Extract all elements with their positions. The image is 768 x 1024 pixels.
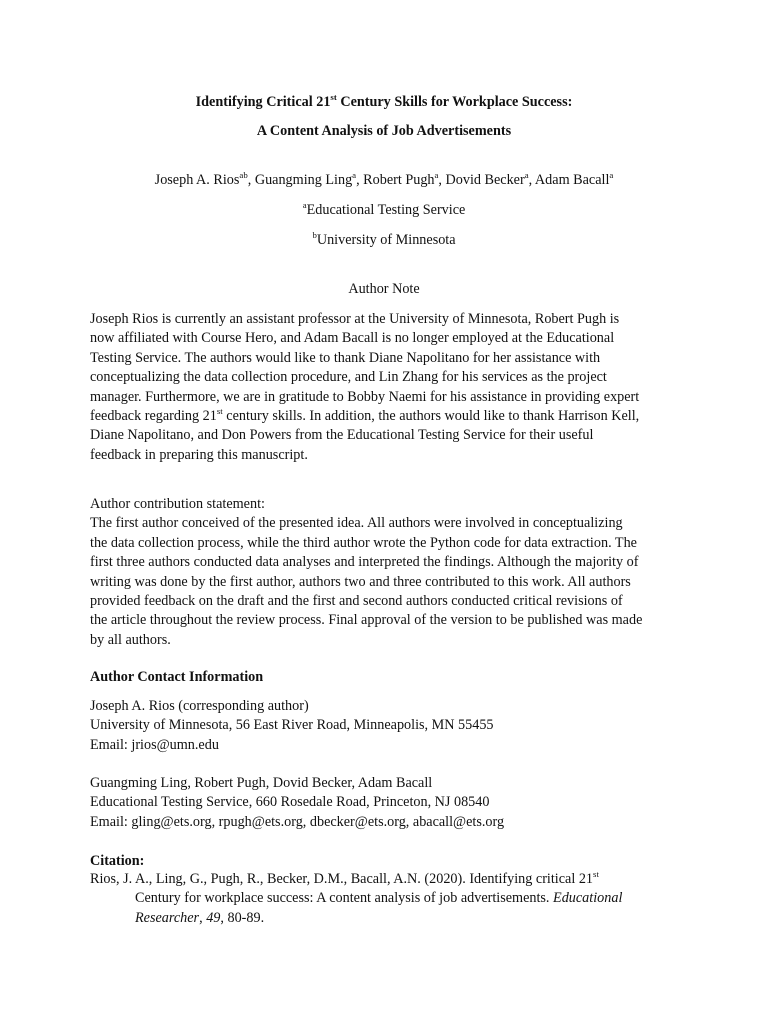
citation-line <box>90 909 682 928</box>
paragraph-line: by all authors. <box>90 631 171 648</box>
contact-line: Educational Testing Service, 660 Rosedale Road, Princeton, NJ 08540 <box>90 794 490 811</box>
paragraph-line: The first author conceived of the presented idea. All authors were involved in conceptualizing <box>90 515 623 532</box>
page-range: , 80-89. <box>220 909 265 926</box>
contact-block-ets <box>90 774 682 832</box>
affiliation-marker: a <box>609 169 614 180</box>
author-note-heading: Author Note <box>348 281 420 297</box>
contact-email: Email: jrios@umn.edu <box>90 736 219 753</box>
journal-name: Researcher <box>135 909 200 926</box>
text-run: feedback regarding 21 <box>90 408 217 425</box>
journal-name: Educational <box>553 890 623 907</box>
affiliation-marker: a <box>302 199 307 210</box>
contact-email: Email: gling@ets.org, rpugh@ets.org, dbecker@ets.org, abacall@ets.org <box>90 813 505 830</box>
ordinal-superscript: st <box>593 868 599 879</box>
author-note-paragraph <box>90 310 682 465</box>
author-name: , Guangming Ling <box>247 172 353 188</box>
title-superscript: st <box>330 91 337 102</box>
affiliation-marker: a <box>434 169 439 180</box>
paragraph-line: the data collection process, while the third author wrote the Python code for data extraction. The <box>90 534 637 551</box>
text-run: Century for workplace success: A content analysis of job advertisements. <box>135 890 554 907</box>
affiliation-marker: b <box>312 229 317 240</box>
affiliation-marker: a <box>352 169 357 180</box>
paper-title <box>0 91 768 111</box>
title-part: Identifying Critical 21 <box>195 94 331 110</box>
text-run: , <box>199 909 207 926</box>
contact-line: University of Minnesota, 56 East River Road, Minneapolis, MN 55455 <box>90 717 494 734</box>
citation-heading: Citation: <box>90 853 145 869</box>
contribution-heading: Author contribution statement: <box>90 496 265 512</box>
citation-line <box>90 889 682 908</box>
affiliation-name: University of Minnesota <box>316 232 456 248</box>
contact-line: Guangming Ling, Robert Pugh, Dovid Becker, Adam Bacall <box>90 775 433 791</box>
affiliation-name: Educational Testing Service <box>306 202 466 218</box>
text-run: Rios, J. A., Ling, G., Pugh, R., Becker, D.M., Bacall, A.N. (2020). Identifying critical 21 <box>90 871 594 887</box>
text-run: century skills. In addition, the authors would like to thank Harrison Kell, <box>222 408 640 425</box>
contribution-statement <box>90 495 682 650</box>
affiliation-marker: ab <box>239 169 248 180</box>
affiliation-marker: a <box>524 169 529 180</box>
contact-block-rios <box>90 697 682 755</box>
paragraph-line: provided feedback on the draft and the first and second authors conducted critical revisions of <box>90 593 623 610</box>
paragraph-line: Testing Service. The authors would like to thank Diane Napolitano for her assistance with <box>90 349 601 366</box>
author-name: , Adam Bacall <box>528 172 610 188</box>
author-name: , Dovid Becker <box>438 172 525 188</box>
paragraph-line: conceptualizing the data collection procedure, and Lin Zhang for his services as the project <box>90 369 607 386</box>
ordinal-superscript: st <box>216 405 223 416</box>
paragraph-line: the article throughout the review process. Final approval of the version to be published was made <box>90 612 643 629</box>
paragraph-line: manager. Furthermore, we are in gratitude to Bobby Naemi for his assistance in providing expert <box>90 388 640 405</box>
paper-subtitle: A Content Analysis of Job Advertisements <box>256 123 512 139</box>
author-name: , Robert Pugh <box>356 172 435 188</box>
paragraph-line: feedback in preparing this manuscript. <box>90 446 308 463</box>
paragraph-line: first three authors conducted data analyses and interpreted the findings. Although the majority of <box>90 554 639 571</box>
paragraph-line: now affiliated with Course Hero, and Adam Bacall is no longer employed at the Educational <box>90 330 615 347</box>
title-part: Century Skills for Workplace Success: <box>336 94 573 110</box>
journal-volume: 49 <box>206 909 221 926</box>
citation-reference <box>90 870 682 928</box>
author-list <box>0 169 768 189</box>
paragraph-line <box>90 407 682 426</box>
affiliation-umn <box>0 229 768 249</box>
author-name: Joseph A. Rios <box>154 172 240 188</box>
paragraph-line: Joseph Rios is currently an assistant professor at the University of Minnesota, Robert Pugh is <box>90 311 620 327</box>
paragraph-line: writing was done by the first author, authors two and three contributed to this work. All authors <box>90 573 631 590</box>
contact-line: Joseph A. Rios (corresponding author) <box>90 698 309 714</box>
citation-line <box>90 870 682 889</box>
paragraph-line: Diane Napolitano, and Don Powers from the Educational Testing Service for their useful <box>90 427 594 444</box>
contact-heading: Author Contact Information <box>90 669 264 685</box>
affiliation-ets <box>0 199 768 219</box>
